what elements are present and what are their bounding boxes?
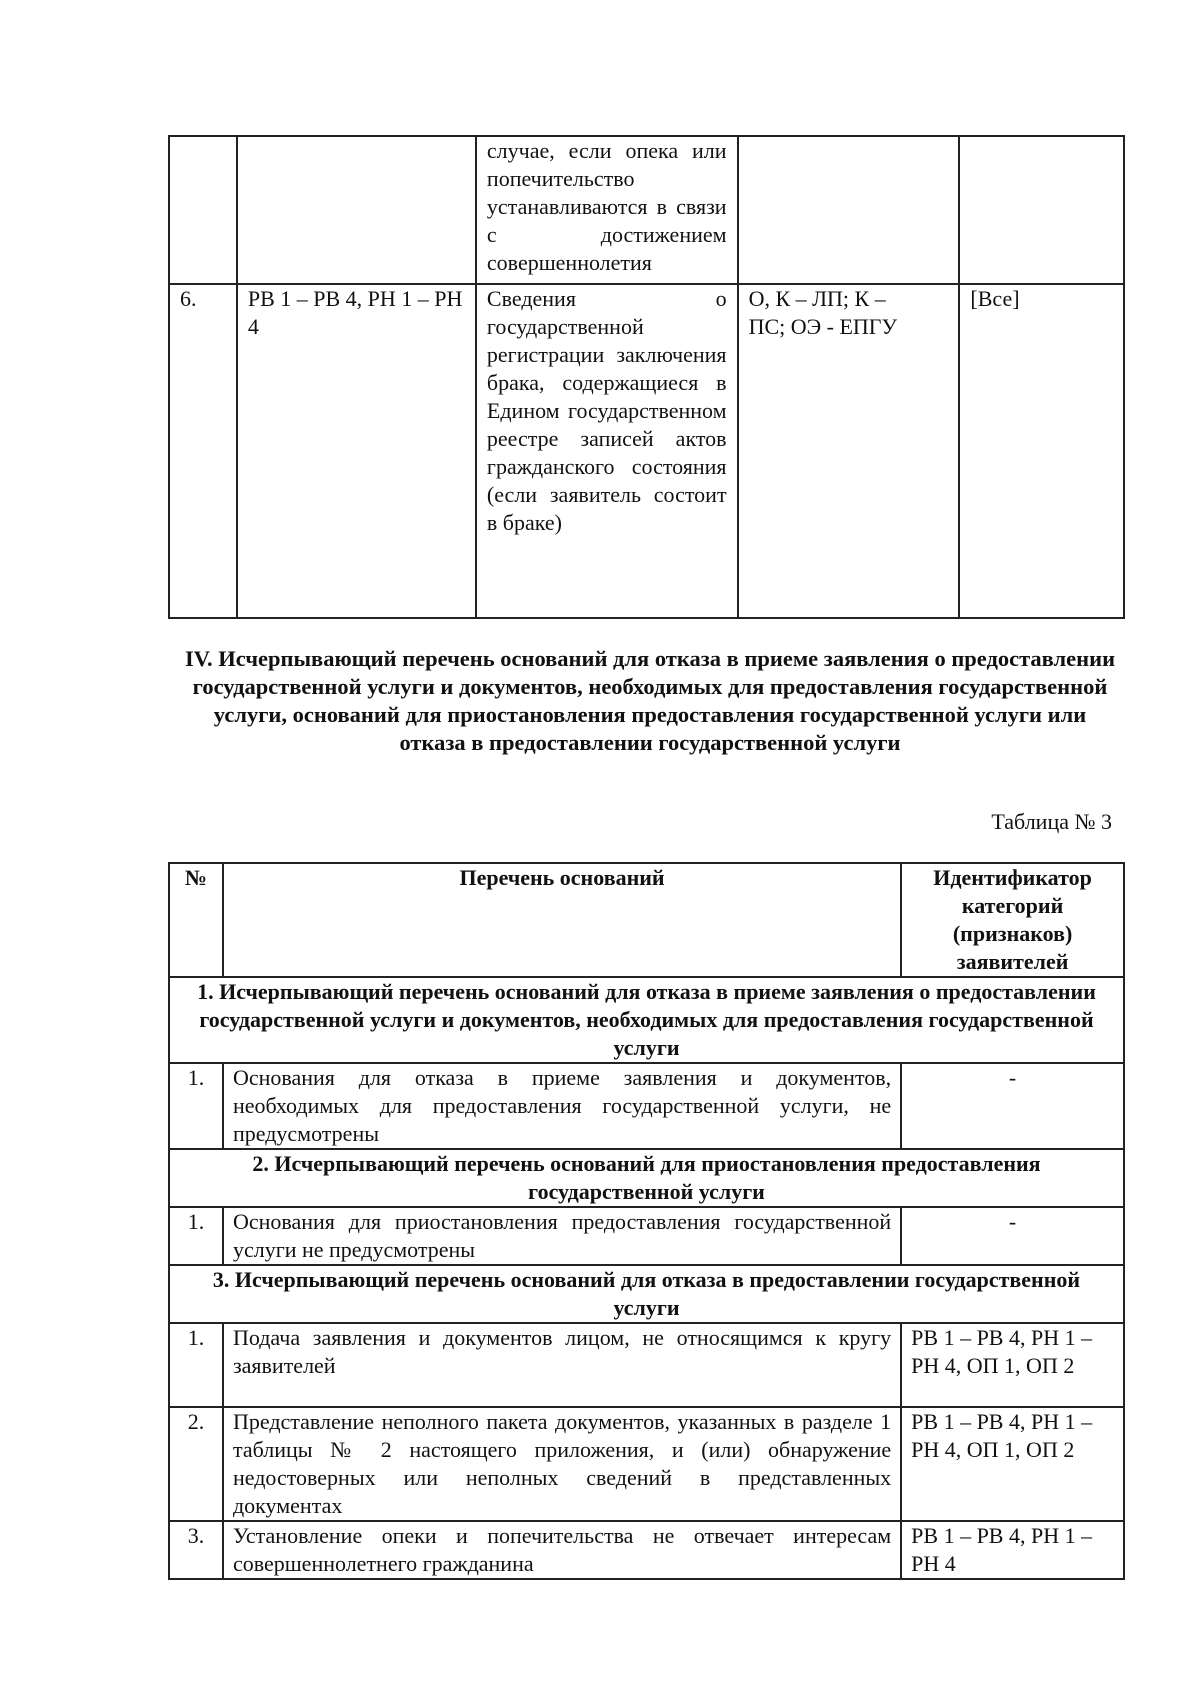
applicability bbox=[959, 136, 1124, 284]
ground-text: Представление неполного пакета документов, указанных в разделе 1 таблицы № 2 настоящего приложения, и (или) обнаружение недостоверных или неполных сведений в представленных документах bbox=[223, 1407, 901, 1521]
applicant-identifier: - bbox=[901, 1207, 1124, 1265]
applicant-identifier: РВ 1 – РВ 4, РН 1 – РН 4, ОП 1, ОП 2 bbox=[901, 1407, 1124, 1521]
ground-text: Основания для отказа в приеме заявления и документов, необходимых для предоставления государственной услуги, не предусмотрены bbox=[223, 1063, 901, 1149]
applicant-identifier: - bbox=[901, 1063, 1124, 1149]
applicant-identifier: РВ 1 – РВ 4, РН 1 – РН 4, ОП 1, ОП 2 bbox=[901, 1323, 1124, 1407]
row-number bbox=[169, 136, 237, 284]
table-row bbox=[169, 136, 1124, 284]
header-applicant-identifier: Идентификатор категорий (признаков) заявителей bbox=[901, 863, 1124, 977]
table-row bbox=[169, 1207, 1124, 1265]
row-number: 1. bbox=[169, 1207, 223, 1265]
document-description: случае, если опека или попечительство устанавливаются в связи с достижением совершеннолетия bbox=[476, 136, 738, 284]
section-heading: IV. Исчерпывающий перечень оснований для отказа в приеме заявления о предоставлении государственной услуги и документов, необходимых для предоставления государственной услуги, оснований для приостановления предоставления государственной услуги или отказа в предоставлении государственной услуги bbox=[184, 646, 1116, 755]
header-number: № bbox=[169, 863, 223, 977]
table-row bbox=[169, 1323, 1124, 1407]
row-number: 6. bbox=[169, 284, 237, 618]
document-description: Сведения о государственной регистрации заключения брака, содержащиеся в Едином государственном реестре записей актов гражданского состояния (если заявитель состоит в браке) bbox=[476, 284, 738, 618]
table-number: Таблица № 3 bbox=[991, 809, 1112, 834]
method-list: О, К – ЛП; К – ПС; ОЭ - ЕПГУ bbox=[748, 286, 898, 339]
table-header-row bbox=[169, 863, 1124, 977]
ground-text: Основания для приостановления предоставления государственной услуги не предусмотрены bbox=[223, 1207, 901, 1265]
header-grounds-list: Перечень оснований bbox=[223, 863, 901, 977]
ground-text: Подача заявления и документов лицом, не относящимся к кругу заявителей bbox=[223, 1323, 901, 1407]
submission-method bbox=[738, 136, 960, 284]
section-title-row bbox=[169, 977, 1124, 1063]
section-title: 3. Исчерпывающий перечень оснований для отказа в предоставлении государственной услуги bbox=[169, 1265, 1124, 1323]
continuation-table bbox=[168, 135, 1125, 619]
applicant-identifier: РВ 1 – РВ 4, РН 1 – РН 4 bbox=[901, 1521, 1124, 1579]
row-number: 2. bbox=[169, 1407, 223, 1521]
section-title-row bbox=[169, 1149, 1124, 1207]
ground-text: Установление опеки и попечительства не отвечает интересам совершеннолетнего гражданина bbox=[223, 1521, 901, 1579]
section-title: 1. Исчерпывающий перечень оснований для отказа в приеме заявления о предоставлении государственной услуги и документов, необходимых для предоставления государственной услуги bbox=[169, 977, 1124, 1063]
table-row bbox=[169, 1063, 1124, 1149]
row-number: 1. bbox=[169, 1063, 223, 1149]
applicability: [Все] bbox=[959, 284, 1124, 618]
grounds-table bbox=[168, 862, 1125, 1580]
table-row bbox=[169, 1521, 1124, 1579]
row-number: 1. bbox=[169, 1323, 223, 1407]
row-number: 3. bbox=[169, 1521, 223, 1579]
category-ids bbox=[237, 136, 476, 284]
submission-method bbox=[738, 284, 960, 618]
category-ids: РВ 1 – РВ 4, РН 1 – РН 4 bbox=[237, 284, 476, 618]
table-row bbox=[169, 284, 1124, 618]
table-row bbox=[169, 1407, 1124, 1521]
section-title-row bbox=[169, 1265, 1124, 1323]
section-title: 2. Исчерпывающий перечень оснований для приостановления предоставления государственной услуги bbox=[169, 1149, 1124, 1207]
